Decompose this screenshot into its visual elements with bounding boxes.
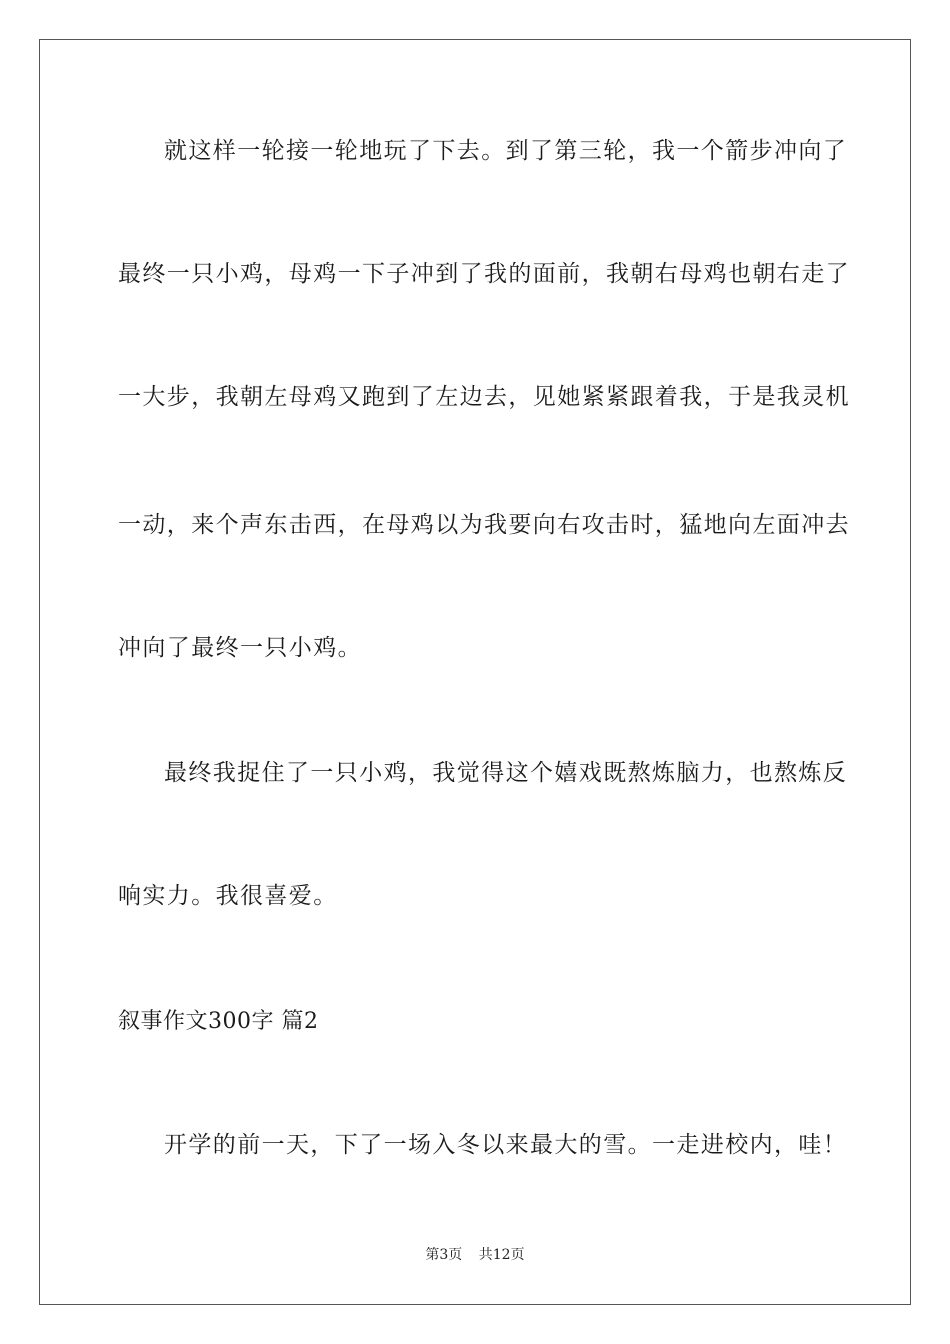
page-border [39, 39, 911, 1305]
page-footer [0, 1246, 950, 1264]
page-number: 第3页 [425, 1247, 463, 1263]
paragraph-3-line-1: 开学的前一天，下了一场入冬以来最大的雪。一走进校内，哇！ [164, 1132, 848, 1158]
paragraph-1-line-5: 冲向了最终一只小鸡。 [118, 635, 362, 661]
paragraph-2-line-1: 最终我捉住了一只小鸡，我觉得这个嬉戏既熬炼脑力，也熬炼反 [164, 760, 848, 786]
paragraph-1-line-4: 一动，来个声东击西，在母鸡以为我要向右攻击时，猛地向左面冲去 [118, 512, 850, 538]
page-total: 共12页 [478, 1247, 525, 1263]
paragraph-1-line-1: 就这样一轮接一轮地玩了下去。到了第三轮，我一个箭步冲向了 [164, 138, 848, 164]
section-heading: 叙事作文300字 篇2 [118, 1009, 319, 1034]
paragraph-2-line-2: 响实力。我很喜爱。 [118, 883, 338, 909]
paragraph-1-line-3: 一大步，我朝左母鸡又跑到了左边去，见她紧紧跟着我，于是我灵机 [118, 384, 850, 410]
paragraph-1-line-2: 最终一只小鸡，母鸡一下子冲到了我的面前，我朝右母鸡也朝右走了 [118, 261, 850, 287]
